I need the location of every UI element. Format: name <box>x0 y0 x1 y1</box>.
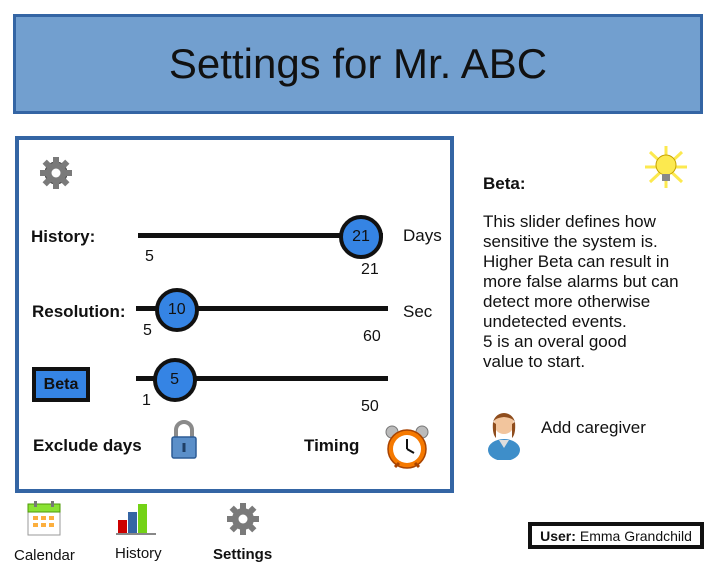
nav-calendar-label: Calendar <box>14 547 75 564</box>
resolution-slider-knob[interactable]: 10 <box>155 288 199 332</box>
beta-slider-knob[interactable]: 5 <box>153 358 197 402</box>
resolution-label: Resolution: <box>32 302 126 321</box>
exclude-days-label: Exclude days <box>33 436 142 455</box>
beta-min: 1 <box>142 392 151 409</box>
gear-icon <box>39 156 73 190</box>
person-icon[interactable] <box>486 408 522 460</box>
info-title: Beta: <box>483 174 526 193</box>
user-badge <box>528 522 704 549</box>
add-caregiver-link[interactable]: Add caregiver <box>541 418 646 437</box>
info-description: This slider defines how sensitive the system is. Higher Beta can result in more false alarms but can detect more otherwise undetected events. 5 is an overal good value to start. <box>483 212 679 371</box>
resolution-max: 60 <box>363 328 381 345</box>
bar-chart-icon <box>116 498 160 536</box>
nav-settings-label: Settings <box>213 546 273 563</box>
beta-max: 50 <box>361 398 379 415</box>
header-banner <box>13 14 703 114</box>
lock-icon[interactable] <box>169 418 199 460</box>
user-prefix: User: <box>540 527 576 544</box>
history-label: History: <box>31 227 96 246</box>
history-max: 21 <box>361 261 379 278</box>
nav-history-label: History <box>115 545 162 562</box>
lightbulb-icon <box>641 144 691 190</box>
history-min: 5 <box>145 248 154 265</box>
beta-button[interactable]: Beta <box>32 367 90 402</box>
gear-icon <box>226 502 260 536</box>
page-title: Settings for Mr. ABC <box>168 40 548 87</box>
calendar-icon <box>27 500 61 536</box>
nav-history[interactable] <box>115 498 162 562</box>
resolution-min: 5 <box>143 322 152 339</box>
timing-label: Timing <box>304 436 360 455</box>
settings-panel <box>15 136 454 493</box>
resolution-unit: Sec <box>403 302 433 321</box>
nav-settings[interactable] <box>213 502 272 563</box>
history-unit: Days <box>403 226 442 245</box>
user-name: Emma Grandchild <box>579 527 692 544</box>
alarm-clock-icon[interactable] <box>383 423 431 471</box>
nav-calendar[interactable] <box>14 500 75 564</box>
history-slider-knob[interactable]: 21 <box>339 215 383 259</box>
